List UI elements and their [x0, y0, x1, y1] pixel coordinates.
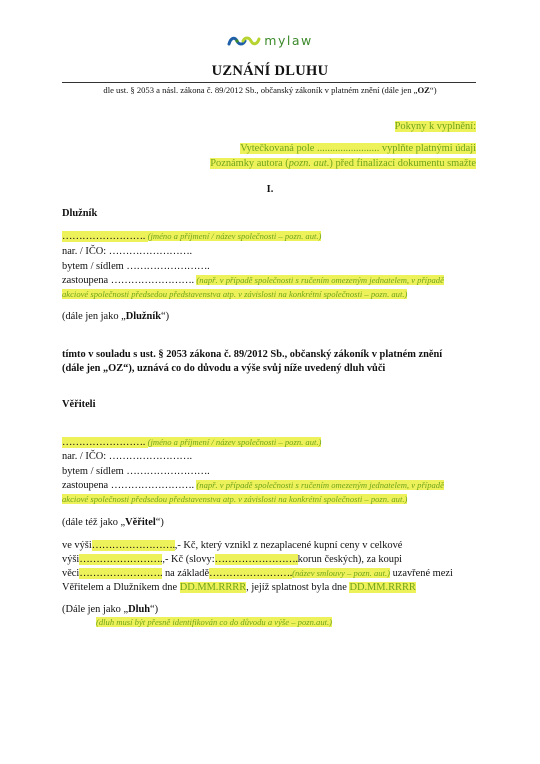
debtor-heading: Dlužník: [62, 208, 98, 219]
creditor-address-line: bytem / sídlem …………………….: [62, 466, 210, 477]
acknowledgement-line-2: (dále jen „OZ“), uznává co do důvodu a výše svůj níže uvedený dluh vůči: [62, 363, 386, 374]
debtor-name-line: ……………………. (jméno a příjmení / název společnosti – pozn. aut.): [62, 231, 322, 242]
debtor-alias: (dále jen jako „Dlužník“): [62, 311, 170, 322]
title-divider: [62, 82, 476, 83]
debt-line-1: ve výši…………………….,- Kč, který vznikl z nezaplacené kupní ceny v celkové: [62, 540, 403, 551]
creditor-representative-note: akciové společnosti předsedou představenstva atp. v závislosti na konkrétní společnosti – pozn. aut.): [62, 494, 408, 504]
acknowledgement-line-1: tímto v souladu s ust. § 2053 zákona č. 89/2012 Sb., občanský zákoník v platném znění: [62, 349, 443, 360]
debt-line-2: výši…………………….,- Kč (slovy:…………………….korun českých), za koupi: [62, 554, 403, 565]
instructions-line-2: Poznámky autora (pozn. aut.) před finalizací dokumentu smažte: [210, 158, 476, 169]
document-subtitle: dle ust. § 2053 a násl. zákona č. 89/2012 Sb., občanský zákoník v platném znění (dále jen „OZ“): [103, 85, 437, 95]
creditor-representative-line: zastoupena ……………………. (např. v případě společnosti s ručením omezeným jednatelem, v případě: [62, 480, 444, 491]
debtor-representative-note: akciové společnosti předsedou představenstva atp. v závislosti na konkrétní společnosti – pozn. aut.): [62, 289, 408, 299]
creditor-name-line: ……………………. (jméno a příjmení / název společnosti – pozn. aut.): [62, 437, 322, 448]
creditor-alias: (dále též jako „Věřitel“): [62, 517, 164, 528]
section-number: I.: [266, 184, 274, 195]
debt-line-3: věci……………………. na základě…………………….(název smlouvy – pozn. aut.) uzavřené mezi: [62, 568, 453, 579]
debt-line-4: Věřitelem a Dlužníkem dne DD.MM.RRRR, jejíž splatnost byla dne DD.MM.RRRR: [62, 582, 416, 593]
logo-text: mylaw: [264, 32, 313, 48]
debt-alias: (Dále jen jako „Dluh“): [62, 604, 159, 615]
instructions-heading: Pokyny k vyplnění:: [394, 121, 476, 132]
document-title: UZNÁNÍ DLUHU: [211, 63, 329, 79]
debtor-representative-line: zastoupena ……………………. (např. v případě společnosti s ručením omezeným jednatelem, v případě: [62, 275, 444, 286]
mylaw-logo-icon: [227, 34, 261, 48]
debt-note: (dluh musí být přesně identifikován co do důvodu a výše – pozn.aut.): [96, 617, 333, 627]
creditor-id-line: nar. / IČO: …………………….: [62, 451, 192, 462]
creditor-heading: Věřiteli: [62, 399, 96, 410]
brand-logo: [0, 31, 540, 51]
debtor-id-line: nar. / IČO: …………………….: [62, 246, 192, 257]
debtor-address-line: bytem / sídlem …………………….: [62, 261, 210, 272]
instructions-line-1: Vytečkovaná pole ........................ vyplňte platnými údaji: [240, 143, 476, 154]
